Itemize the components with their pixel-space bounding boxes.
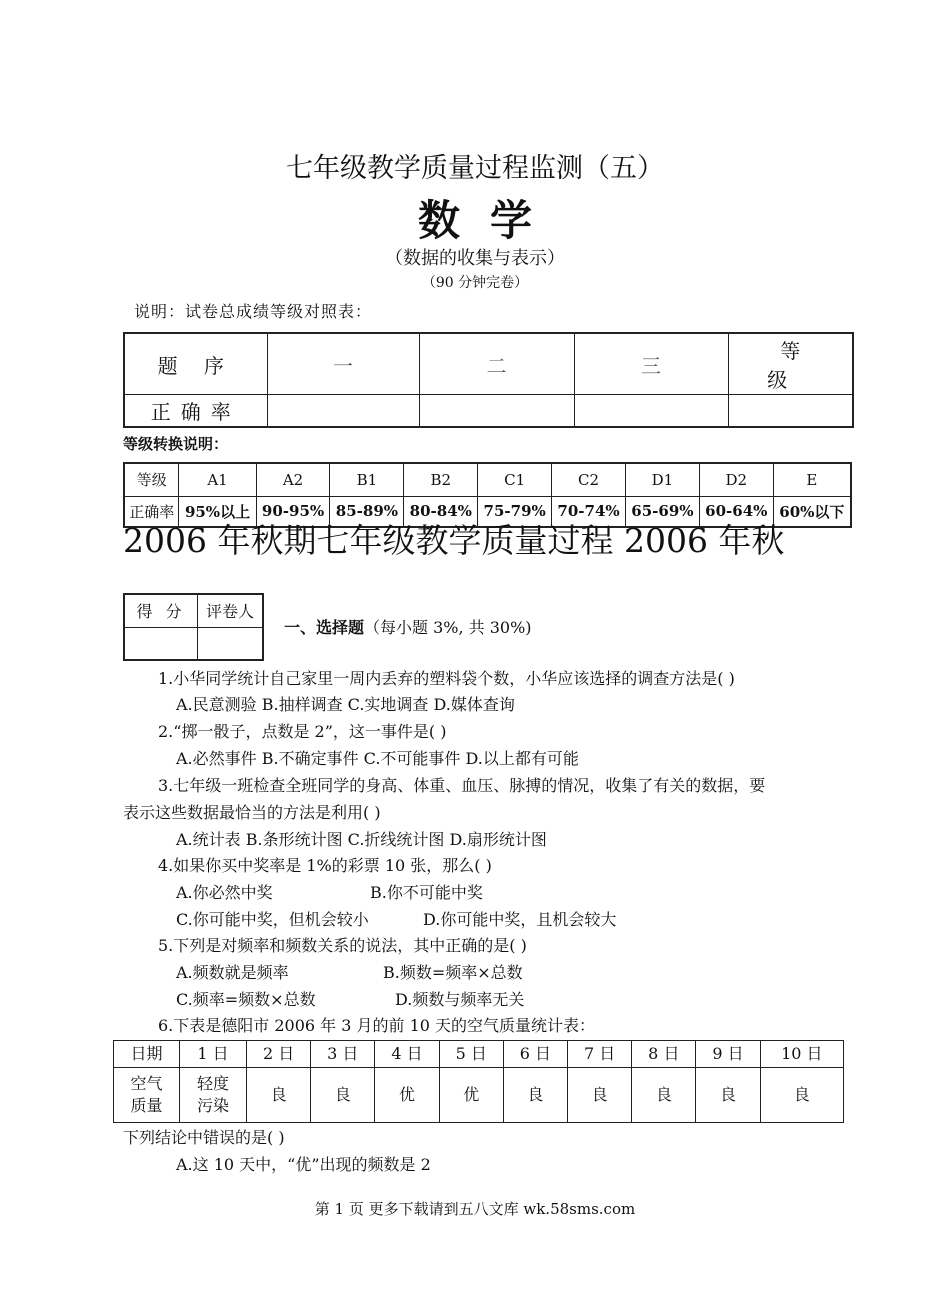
question-2: 2.“掷一骰子，点数是 2”，这一事件是( ) <box>158 722 447 741</box>
conv-rate-cell: 90-95% <box>256 496 330 527</box>
time-limit: （90 分钟完卷） <box>421 275 529 291</box>
exam-title: 七年级教学质量过程监测（五） <box>286 153 664 184</box>
section-3-header: 三 <box>574 333 728 395</box>
accuracy-cell-1[interactable] <box>267 395 419 428</box>
air-quality-table <box>113 1040 844 1123</box>
date-label-cell: 日期 <box>114 1041 180 1068</box>
quality-cell: 优 <box>439 1068 503 1123</box>
date-cell: 4 日 <box>375 1041 439 1068</box>
quality-label-line-2: 质量 <box>130 1096 163 1115</box>
conv-header-cell: B2 <box>404 463 478 496</box>
section-1-header: 一 <box>267 333 419 395</box>
score-box <box>123 593 264 661</box>
accuracy-cell-2[interactable] <box>419 395 574 428</box>
quality-cell: 良 <box>632 1068 696 1123</box>
question-5-option-d: D.频数与频率无关 <box>395 990 525 1009</box>
grade-header: 等 级 <box>728 333 853 395</box>
question-6-option-a: A.这 10 天中，“优”出现的频数是 2 <box>176 1155 431 1174</box>
conv-rate-cell: 95%以上 <box>179 496 256 527</box>
question-2-options: A.必然事件 B.不确定事件 C.不可能事件 D.以上都有可能 <box>176 749 579 768</box>
question-3-options: A.统计表 B.条形统计图 C.折线统计图 D.扇形统计图 <box>176 830 547 849</box>
conv-header-cell: A1 <box>179 463 256 496</box>
quality-cell <box>180 1068 247 1123</box>
section-2-header: 二 <box>419 333 574 395</box>
accuracy-cell-3[interactable] <box>574 395 728 428</box>
grade-table <box>123 332 854 428</box>
conv-rate-cell: 85-89% <box>330 496 404 527</box>
grader-label: 评卷人 <box>198 594 264 627</box>
question-5-option-b: B.频数=频率×总数 <box>383 963 523 982</box>
date-cell: 7 日 <box>568 1041 632 1068</box>
quality-cell: 良 <box>696 1068 760 1123</box>
section-1-detail: （每小题 3%, 共 30%) <box>364 618 532 637</box>
question-4-option-d: D.你可能中奖，且机会较大 <box>423 910 617 929</box>
conv-header-cell: C1 <box>478 463 552 496</box>
question-1: 1.小华同学统计自己家里一周内丢弃的塑料袋个数，小华应该选择的调查方法是( ) <box>158 669 735 688</box>
date-cell: 2 日 <box>247 1041 311 1068</box>
date-cell: 9 日 <box>696 1041 760 1068</box>
clipped-heading-text: 2006 年秋期七年级教学质量过程 2006 年秋 <box>123 521 785 556</box>
topic-subtitle: （数据的收集与表示） <box>385 248 565 269</box>
conv-rate-cell: 65-69% <box>625 496 699 527</box>
conv-rate-cell: 70-74% <box>552 496 626 527</box>
conv-header-cell: C2 <box>552 463 626 496</box>
date-cell: 10 日 <box>760 1041 843 1068</box>
score-label: 得 分 <box>124 594 198 627</box>
date-cell: 5 日 <box>439 1041 503 1068</box>
question-4-option-c: C.你可能中奖，但机会较小 <box>176 910 369 929</box>
page-footer: 第 1 页 更多下载请到五八文库 wk.58sms.com <box>314 1200 636 1218</box>
date-cell: 8 日 <box>632 1041 696 1068</box>
subject-title: 数学 <box>417 196 562 245</box>
question-6: 6.下表是德阳市 2006 年 3 月的前 10 天的空气质量统计表： <box>158 1016 596 1035</box>
grader-cell[interactable] <box>198 627 264 660</box>
date-cell: 6 日 <box>503 1041 567 1068</box>
conversion-title: 等级转换说明： <box>123 435 229 453</box>
quality-cell: 良 <box>247 1068 311 1123</box>
quality-label-line-1: 空气 <box>130 1074 163 1093</box>
quality-cell: 良 <box>760 1068 843 1123</box>
section-1-title: 一、选择题 <box>284 618 365 637</box>
conv-header-cell: D1 <box>625 463 699 496</box>
conv-header-cell: D2 <box>699 463 773 496</box>
question-4-option-a: A.你必然中奖 <box>176 883 273 902</box>
question-3: 3.七年级一班检查全班同学的身高、体重、血压、脉搏的情况，收集了有关的数据，要 <box>158 776 766 795</box>
quality-first-line-1: 轻度 <box>196 1074 229 1093</box>
quality-cell: 良 <box>568 1068 632 1123</box>
conv-rate-cell: 60%以下 <box>773 496 851 527</box>
conv-header-cell: A2 <box>256 463 330 496</box>
score-cell[interactable] <box>124 627 198 660</box>
row-label-question-order: 题 序 <box>124 333 267 395</box>
question-5-option-c: C.频率=频数×总数 <box>176 990 316 1009</box>
quality-label-cell <box>114 1068 180 1123</box>
conv-header-cell: 等级 <box>124 463 179 496</box>
quality-first-line-2: 污染 <box>196 1096 229 1115</box>
conv-rate-cell: 60-64% <box>699 496 773 527</box>
section-1-heading <box>284 615 532 638</box>
quality-cell: 良 <box>503 1068 567 1123</box>
conv-rate-cell: 75-79% <box>478 496 552 527</box>
question-5-option-a: A.频数就是频率 <box>176 963 289 982</box>
date-cell: 1 日 <box>180 1041 247 1068</box>
conv-rate-cell: 80-84% <box>404 496 478 527</box>
row-label-accuracy: 正确率 <box>124 395 267 428</box>
grade-table-note: 说明：试卷总成绩等级对照表： <box>134 302 373 321</box>
date-cell: 3 日 <box>311 1041 375 1068</box>
question-4: 4.如果你买中奖率是 1%的彩票 10 张，那么( ) <box>158 856 492 875</box>
question-1-options: A.民意测验 B.抽样调查 C.实地调查 D.媒体查询 <box>176 695 515 714</box>
conv-header-cell: E <box>773 463 851 496</box>
grade-cell[interactable] <box>728 395 853 428</box>
conv-rate-cell: 正确率 <box>124 496 179 527</box>
question-6-prompt: 下列结论中错误的是( ) <box>123 1128 285 1147</box>
question-3-continuation: 表示这些数据最恰当的方法是利用( ) <box>123 803 381 822</box>
question-5: 5.下列是对频率和频数关系的说法，其中正确的是( ) <box>158 936 527 955</box>
question-4-option-b: B.你不可能中奖 <box>370 883 483 902</box>
conv-header-cell: B1 <box>330 463 404 496</box>
quality-cell: 优 <box>375 1068 439 1123</box>
quality-cell: 良 <box>311 1068 375 1123</box>
